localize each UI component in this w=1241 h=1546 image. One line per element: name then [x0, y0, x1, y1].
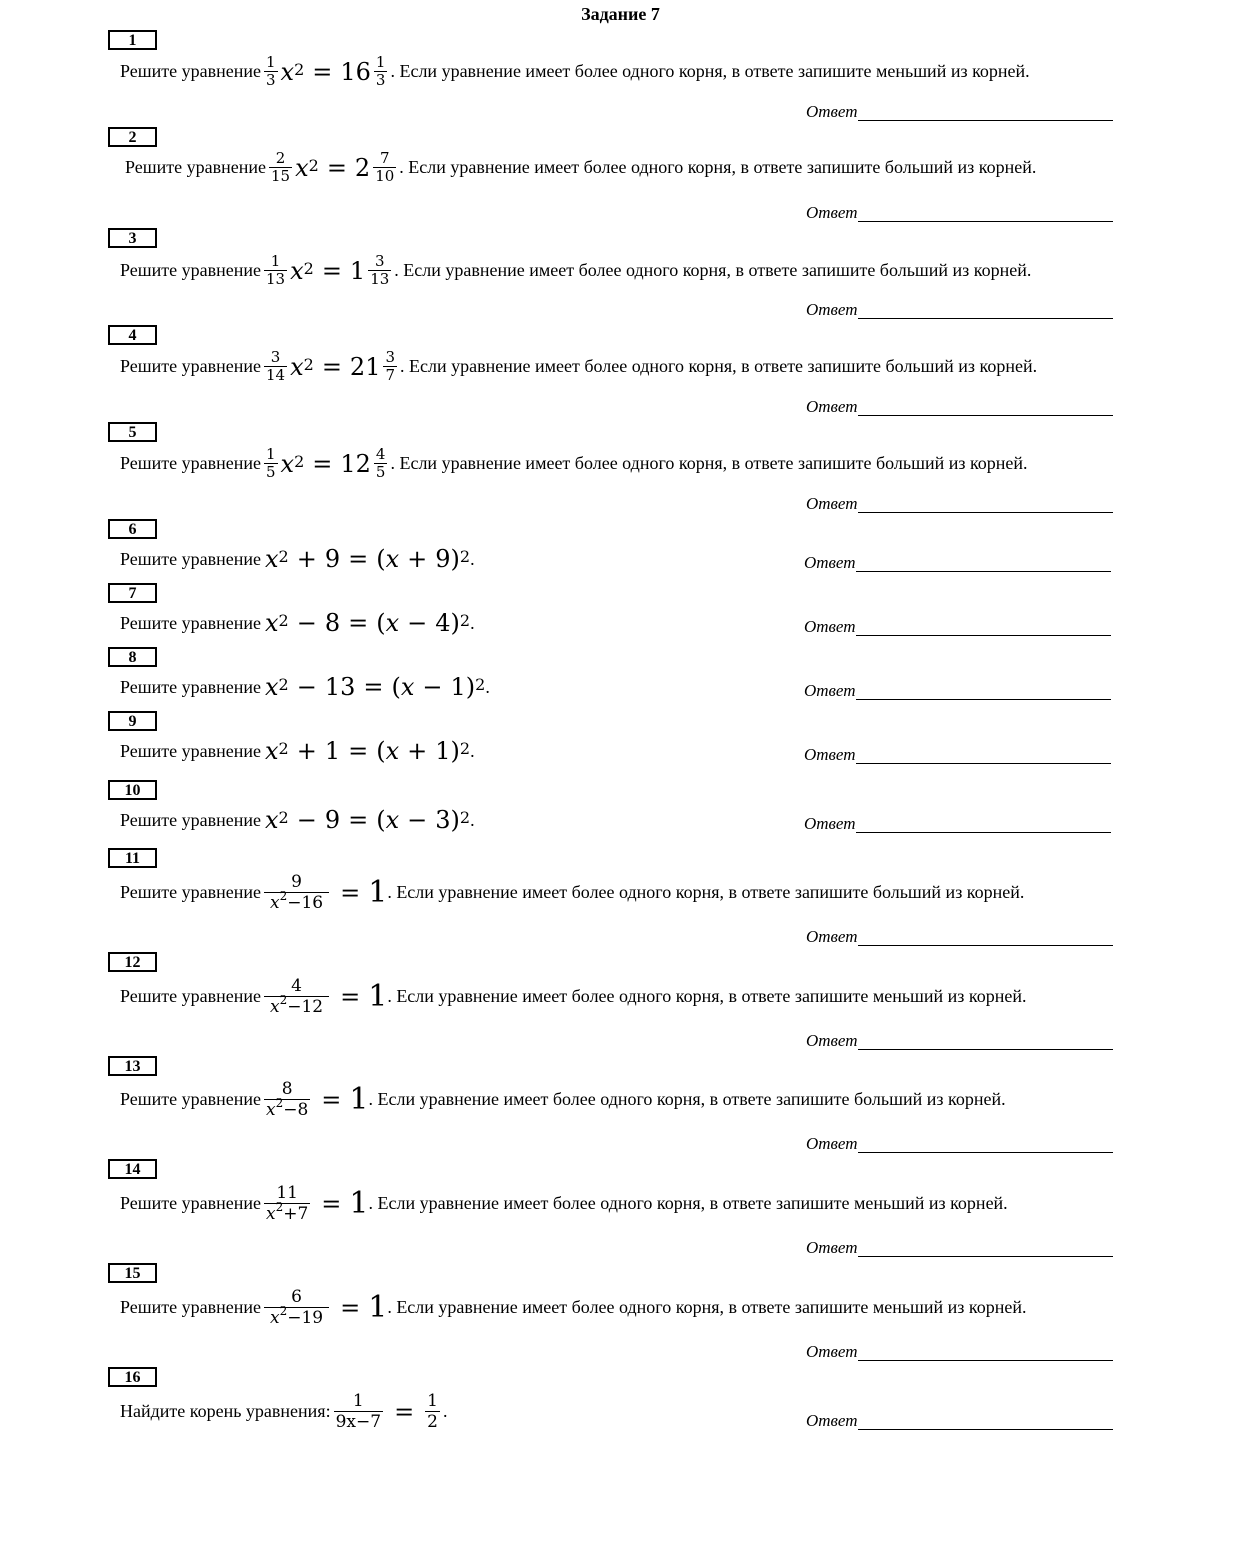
task-1-answer-field[interactable]	[858, 102, 1113, 121]
task-number-5: 5	[108, 422, 157, 442]
task-number-13: 13	[108, 1056, 157, 1076]
task-10-answer: Ответ	[804, 814, 1111, 833]
task-9-equation: x $^2$ + 1 = ( x + 1 ) $^2$	[264, 737, 471, 765]
task-15-prompt: Решите уравнение	[120, 1297, 261, 1317]
task-3-instruction: . Если уравнение имеет более одного корня, в ответе запишите больший из корней.	[394, 260, 1032, 280]
task-14-answer-field[interactable]	[858, 1238, 1113, 1257]
task-4-answer: Ответ	[806, 397, 1113, 416]
task-10-answer-field[interactable]	[856, 814, 1111, 833]
task-number-10: 10	[108, 780, 157, 800]
task-3-answer: Ответ	[806, 300, 1113, 319]
task-5-answer-field[interactable]	[858, 494, 1113, 513]
task-2-prompt: Решите уравнение	[125, 157, 266, 177]
task-number-1: 1	[108, 30, 157, 50]
task-8-prompt: Решите уравнение	[120, 676, 261, 697]
task-11-answer-field[interactable]	[858, 927, 1113, 946]
task-14-prompt: Решите уравнение	[120, 1193, 261, 1213]
task-3-equation: $\frac{1}{13}$ x $^2$ = 1 $\frac{3}{13}$	[265, 252, 390, 288]
task-1-prompt: Решите уравнение	[120, 61, 261, 81]
task-7-answer: Ответ	[804, 617, 1111, 636]
task-10-statement: Решите уравнение x $^2$ − 9 = ( x − 3 ) $^2$ .	[120, 806, 475, 834]
task-2-answer: Ответ	[806, 203, 1113, 222]
task-13-equation: $\frac{8}{x^2-8}$ = 1	[265, 1079, 369, 1120]
task-8-equation: x $^2$ − 13 = ( x − 1 ) $^2$	[264, 673, 486, 701]
task-10-equation: x $^2$ − 9 = ( x − 3 ) $^2$	[264, 806, 471, 834]
task-12-equation: $\frac{4}{x^2-12}$ = 1	[261, 976, 387, 1017]
task-15-instruction: . Если уравнение имеет более одного корня, в ответе запишите меньший из корней.	[387, 1297, 1027, 1317]
task-9-prompt: Решите уравнение	[120, 740, 261, 761]
task-5-statement	[120, 446, 1028, 481]
task-16-prompt: Найдите корень уравнения:	[120, 1401, 331, 1421]
task-9-statement: Решите уравнение x $^2$ + 1 = ( x + 1 ) $^2$ .	[120, 737, 475, 765]
task-14-instruction: . Если уравнение имеет более одного корня, в ответе запишите меньший из корней.	[368, 1193, 1008, 1213]
task-11-equation: $\frac{9}{x^2-16}$ = 1	[261, 872, 387, 913]
task-13-statement	[120, 1079, 1006, 1120]
task-13-prompt: Решите уравнение	[120, 1089, 261, 1109]
task-5-answer: Ответ	[806, 494, 1113, 513]
task-3-answer-field[interactable]	[858, 300, 1113, 319]
task-16-equation: $\frac{1}{9x-7}$ = $\frac{1}{2}$	[335, 1391, 438, 1432]
task-12-instruction: . Если уравнение имеет более одного корня, в ответе запишите меньший из корней.	[387, 986, 1027, 1006]
task-2-answer-field[interactable]	[858, 203, 1113, 222]
task-9-answer-field[interactable]	[856, 745, 1111, 764]
task-1-statement	[120, 54, 1030, 89]
task-5-prompt: Решите уравнение	[120, 453, 261, 473]
task-7-answer-field[interactable]	[856, 617, 1111, 636]
task-11-instruction: . Если уравнение имеет более одного корня, в ответе запишите больший из корней.	[387, 882, 1025, 902]
task-12-answer-field[interactable]	[858, 1031, 1113, 1050]
task-5-instruction: . Если уравнение имеет более одного корня, в ответе запишите больший из корней.	[390, 453, 1028, 473]
page-title: Задание 7	[581, 4, 660, 24]
task-15-statement	[120, 1287, 1027, 1328]
task-2-statement	[125, 150, 1036, 185]
task-number-14: 14	[108, 1159, 157, 1179]
task-number-3: 3	[108, 228, 157, 248]
task-4-prompt: Решите уравнение	[120, 356, 261, 376]
task-2-instruction: . Если уравнение имеет более одного корня, в ответе запишите больший из корней.	[399, 157, 1037, 177]
task-14-equation: $\frac{11}{x^2+7}$ = 1	[265, 1183, 369, 1224]
task-6-prompt: Решите уравнение	[120, 548, 261, 569]
task-11-statement	[120, 872, 1024, 913]
task-13-instruction: . Если уравнение имеет более одного корня, в ответе запишите больший из корней.	[368, 1089, 1006, 1109]
task-7-statement: Решите уравнение x $^2$ − 8 = ( x − 4 ) $^2$ .	[120, 609, 475, 637]
task-4-equation: $\frac{3}{14}$ x $^2$ = 21 $\frac{3}{7}$	[265, 348, 396, 384]
task-number-7: 7	[108, 583, 157, 603]
task-3-statement	[120, 253, 1031, 288]
task-12-answer: Ответ	[806, 1031, 1113, 1050]
task-3-prompt: Решите уравнение	[120, 260, 261, 280]
task-number-15: 15	[108, 1263, 157, 1283]
task-number-16: 16	[108, 1367, 157, 1387]
task-number-6: 6	[108, 519, 157, 539]
task-11-prompt: Решите уравнение	[120, 882, 261, 902]
task-number-2: 2	[108, 127, 157, 147]
task-5-equation: $\frac{1}{5}$ x $^2$ = 12 $\frac{4}{5}$	[265, 445, 386, 481]
task-number-12: 12	[108, 952, 157, 972]
task-16-answer-field[interactable]	[858, 1411, 1113, 1430]
task-13-answer-field[interactable]	[858, 1134, 1113, 1153]
task-4-answer-field[interactable]	[858, 397, 1113, 416]
task-1-equation: $\frac{1}{3}$ x $^2$ = 16 $\frac{1}{3}$	[265, 53, 386, 89]
task-9-answer: Ответ	[804, 745, 1111, 764]
task-11-answer: Ответ	[806, 927, 1113, 946]
task-1-answer: Ответ	[806, 102, 1113, 121]
task-15-answer-field[interactable]	[858, 1342, 1113, 1361]
task-8-answer: Ответ	[804, 681, 1111, 700]
task-7-prompt: Решите уравнение	[120, 612, 261, 633]
task-10-prompt: Решите уравнение	[120, 809, 261, 830]
task-number-4: 4	[108, 325, 157, 345]
task-14-answer: Ответ	[806, 1238, 1113, 1257]
task-6-answer-field[interactable]	[856, 553, 1111, 572]
task-13-answer: Ответ	[806, 1134, 1113, 1153]
task-8-statement: Решите уравнение x $^2$ − 13 = ( x − 1 ) $^2$ .	[120, 673, 490, 701]
task-4-statement	[120, 349, 1037, 384]
task-12-prompt: Решите уравнение	[120, 986, 261, 1006]
task-14-statement	[120, 1183, 1008, 1224]
task-6-statement: Решите уравнение x $^2$ + 9 = ( x + 9 ) $^2$ .	[120, 545, 475, 573]
task-1-instruction: . Если уравнение имеет более одного корня, в ответе запишите меньший из корней.	[390, 61, 1030, 81]
task-15-answer: Ответ	[806, 1342, 1113, 1361]
task-15-equation: $\frac{6}{x^2-19}$ = 1	[261, 1287, 387, 1328]
task-12-statement	[120, 976, 1027, 1017]
task-6-equation: x $^2$ + 9 = ( x + 9 ) $^2$	[264, 545, 471, 573]
task-number-9: 9	[108, 711, 157, 731]
task-16-statement: Найдите корень уравнения: $\frac{1}{9x-7}$ = $\frac{1}{2}$ .	[120, 1391, 448, 1432]
task-4-instruction: . Если уравнение имеет более одного корня, в ответе запишите больший из корней.	[400, 356, 1038, 376]
task-number-11: 11	[108, 848, 157, 868]
task-number-8: 8	[108, 647, 157, 667]
task-16-answer: Ответ	[806, 1411, 1113, 1430]
task-6-answer: Ответ	[804, 553, 1111, 572]
task-7-equation: x $^2$ − 8 = ( x − 4 ) $^2$	[264, 609, 471, 637]
task-2-equation: $\frac{2}{15}$ x $^2$ = 2 $\frac{7}{10}$	[270, 149, 395, 185]
task-8-answer-field[interactable]	[856, 681, 1111, 700]
